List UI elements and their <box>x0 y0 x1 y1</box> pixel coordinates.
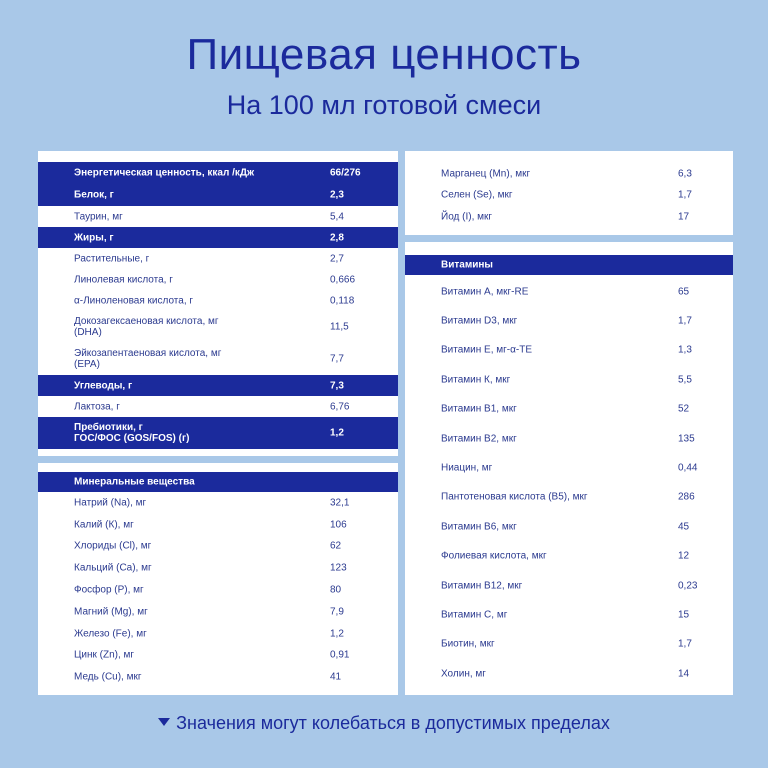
row-label <box>441 433 517 444</box>
table-section-row <box>405 255 733 275</box>
table-row <box>405 306 733 335</box>
row-value: 7,9 <box>330 606 344 618</box>
row-label <box>74 672 142 683</box>
row-value: 286 <box>678 491 695 503</box>
table-row <box>405 483 733 512</box>
row-label-line: Витамин А, мкг-RE <box>441 286 529 298</box>
row-label-line: Минеральные вещества <box>74 476 195 488</box>
row-label <box>74 168 254 179</box>
row-value: 12 <box>678 550 690 562</box>
row-value: 106 <box>330 519 347 531</box>
row-value: 0,91 <box>330 649 350 661</box>
row-label-line: Таурин, мг <box>74 211 123 222</box>
row-label <box>74 295 193 306</box>
row-label <box>74 253 149 264</box>
row-label <box>441 463 492 474</box>
row-label-line: Марганец (Mn), мкг <box>441 168 531 180</box>
row-label-line: (EPA) <box>74 359 100 370</box>
row-value: 1,7 <box>678 638 692 650</box>
row-value: 1,3 <box>678 344 692 356</box>
table-row <box>38 311 398 343</box>
row-label <box>74 190 114 201</box>
table-row <box>38 343 398 375</box>
row-label <box>74 541 151 552</box>
row-label-line: Кальций (Ca), мг <box>74 562 152 574</box>
row-label <box>441 260 493 271</box>
row-label <box>441 668 486 679</box>
row-label <box>74 380 132 391</box>
row-label-line: Лактоза, г <box>74 401 120 412</box>
table-row <box>38 645 398 667</box>
row-label-line: Докозагексаеновая кислота, мг <box>74 316 219 327</box>
table-section-row <box>38 184 398 206</box>
row-value: 45 <box>678 521 690 533</box>
table-row <box>38 557 398 579</box>
row-label-line: Витамин B2, мкг <box>441 433 517 445</box>
table-row <box>405 512 733 541</box>
table-row <box>405 630 733 659</box>
row-value: 2,7 <box>330 253 344 264</box>
table-row <box>405 185 733 207</box>
row-value: 41 <box>330 671 342 683</box>
row-label-line: Медь (Cu), мкг <box>74 671 142 683</box>
table-section-row <box>38 227 398 248</box>
row-label-line: Витамин D3, мкг <box>441 315 518 327</box>
row-label-line: Витамин С, мг <box>441 609 508 621</box>
row-label <box>74 422 189 444</box>
vitamins-panel <box>405 242 733 695</box>
table-row <box>38 206 398 227</box>
table-section-row <box>38 162 398 184</box>
row-label <box>441 190 513 201</box>
row-value: 11,5 <box>330 321 349 333</box>
row-label-line: Железо (Fe), мг <box>74 628 147 640</box>
row-label-line: Витамин B12, мкг <box>441 580 523 592</box>
row-label-line: Фолиевая кислота, мкг <box>441 550 547 562</box>
row-value: 7,7 <box>330 353 344 365</box>
row-label-line: α-Линоленовая кислота, г <box>74 295 194 306</box>
macronutrients-panel <box>38 151 398 456</box>
row-label-line: (DHA) <box>74 327 102 338</box>
row-label-line: Пребиотики, г <box>74 422 143 433</box>
row-label-line: Витамин B1, мкг <box>441 403 517 415</box>
row-value: 0,118 <box>330 295 355 306</box>
row-label <box>441 580 522 591</box>
row-value: 2,3 <box>330 189 344 201</box>
table-section-row <box>38 375 398 396</box>
row-value: 80 <box>330 584 342 596</box>
page-subtitle: На 100 мл готовой смеси <box>226 90 542 120</box>
row-label <box>441 609 507 620</box>
row-label-line: Белок, г <box>74 189 114 201</box>
row-label <box>74 316 219 338</box>
row-value: 1,7 <box>678 189 692 201</box>
row-label-line: Углеводы, г <box>74 380 133 391</box>
table-row <box>405 365 733 394</box>
table-row <box>405 542 733 571</box>
row-label-line: Биотин, мкг <box>441 638 495 650</box>
minerals-panel <box>38 463 398 695</box>
table-row <box>38 579 398 601</box>
row-label <box>441 639 495 650</box>
row-label <box>74 211 123 222</box>
table-row <box>38 290 398 311</box>
row-label <box>74 497 146 508</box>
row-value: 0,44 <box>678 462 698 474</box>
table-row <box>38 536 398 558</box>
row-label-line: Растительные, г <box>74 253 150 264</box>
row-label-line: Калий (К), мг <box>74 519 134 531</box>
row-label <box>441 286 528 297</box>
row-label-line: Цинк (Zn), мг <box>74 649 135 661</box>
table-row <box>405 163 733 185</box>
row-label-line: Витамин Е, мг-α-ТЕ <box>441 344 533 356</box>
row-value: 5,5 <box>678 374 692 386</box>
row-value: 1,7 <box>678 315 692 327</box>
table-row <box>405 395 733 424</box>
row-label-line: Витамин B6, мкг <box>441 521 517 533</box>
row-label-line: Энергетическая ценность, ккал /кДж <box>74 167 255 179</box>
row-label-line: Фосфор (Р), мг <box>74 584 144 596</box>
row-value: 135 <box>678 433 695 445</box>
row-label <box>74 274 173 285</box>
row-value: 17 <box>678 211 690 223</box>
row-value: 32,1 <box>330 497 350 509</box>
table-row <box>405 600 733 629</box>
table-row <box>405 336 733 365</box>
row-label-line: Ниацин, мг <box>441 462 493 474</box>
table-row <box>38 396 398 417</box>
table-section-row <box>38 472 398 492</box>
row-value: 62 <box>330 540 342 552</box>
row-value: 52 <box>678 403 690 415</box>
row-label-line: Линолевая кислота, г <box>74 274 173 285</box>
table-row <box>38 269 398 290</box>
row-label-line: Жиры, г <box>74 232 114 243</box>
table-row <box>38 492 398 514</box>
row-label <box>441 551 547 562</box>
row-label-line: Витамины <box>441 259 493 271</box>
footer-note <box>0 713 768 734</box>
row-label <box>74 563 152 574</box>
row-label <box>441 374 510 385</box>
table-row <box>405 424 733 453</box>
table-section-row <box>38 417 398 449</box>
row-label <box>74 477 195 488</box>
page-title: Пищевая ценность <box>186 30 582 79</box>
row-value: 0,23 <box>678 580 698 592</box>
row-label <box>74 232 114 243</box>
row-value: 5,4 <box>330 211 344 222</box>
row-value: 123 <box>330 562 347 574</box>
table-row <box>405 277 733 306</box>
row-value: 2,8 <box>330 232 344 243</box>
table-row <box>405 206 733 228</box>
row-value: 66/276 <box>330 167 361 179</box>
row-label-line: Магний (Mg), мг <box>74 606 148 618</box>
table-row <box>38 623 398 645</box>
row-label <box>74 628 147 639</box>
table-row <box>405 453 733 482</box>
row-label-line: Хлориды (Cl), мг <box>74 540 152 552</box>
row-label <box>74 401 120 412</box>
row-label-line: Эйкозапентаеновая кислота, мг <box>74 348 222 359</box>
row-value: 6,76 <box>330 401 350 412</box>
row-label <box>441 404 517 415</box>
row-label-line: Селен (Se), мкг <box>441 189 513 201</box>
row-label <box>74 650 134 661</box>
triangle-down-icon <box>158 718 170 726</box>
table-row <box>405 571 733 600</box>
row-label <box>74 585 144 596</box>
row-label-line: Йод (I), мкг <box>441 211 493 223</box>
row-label-line: Натрий (Na), мг <box>74 497 147 509</box>
row-value: 65 <box>678 286 690 298</box>
row-value: 6,3 <box>678 168 692 180</box>
row-label <box>74 606 148 617</box>
row-label-line: Пантотеновая кислота (B5), мкг <box>441 491 588 503</box>
row-value: 7,3 <box>330 380 344 391</box>
row-label <box>441 211 492 222</box>
row-value: 14 <box>678 668 690 680</box>
footer-text: Значения могут колебаться в допустимых пределах <box>176 713 610 733</box>
row-label-line: Витамин К, мкг <box>441 374 511 386</box>
row-value: 0,666 <box>330 274 356 285</box>
row-label <box>441 345 532 356</box>
table-row <box>38 666 398 688</box>
row-label-line: Холин, мг <box>441 668 486 680</box>
row-label <box>441 521 517 532</box>
row-value: 1,2 <box>330 628 344 640</box>
row-value: 1,2 <box>330 427 344 439</box>
row-value: 15 <box>678 609 690 621</box>
table-row <box>405 659 733 688</box>
table-row <box>38 514 398 536</box>
row-label <box>441 492 588 503</box>
table-row <box>38 601 398 623</box>
row-label-line: ГОС/ФОС (GOS/FOS) (г) <box>74 433 190 444</box>
row-label <box>441 168 530 179</box>
table-row <box>38 248 398 269</box>
row-label <box>441 316 517 327</box>
row-label <box>74 519 134 530</box>
row-label <box>74 348 221 370</box>
trace-minerals-panel <box>405 151 733 235</box>
